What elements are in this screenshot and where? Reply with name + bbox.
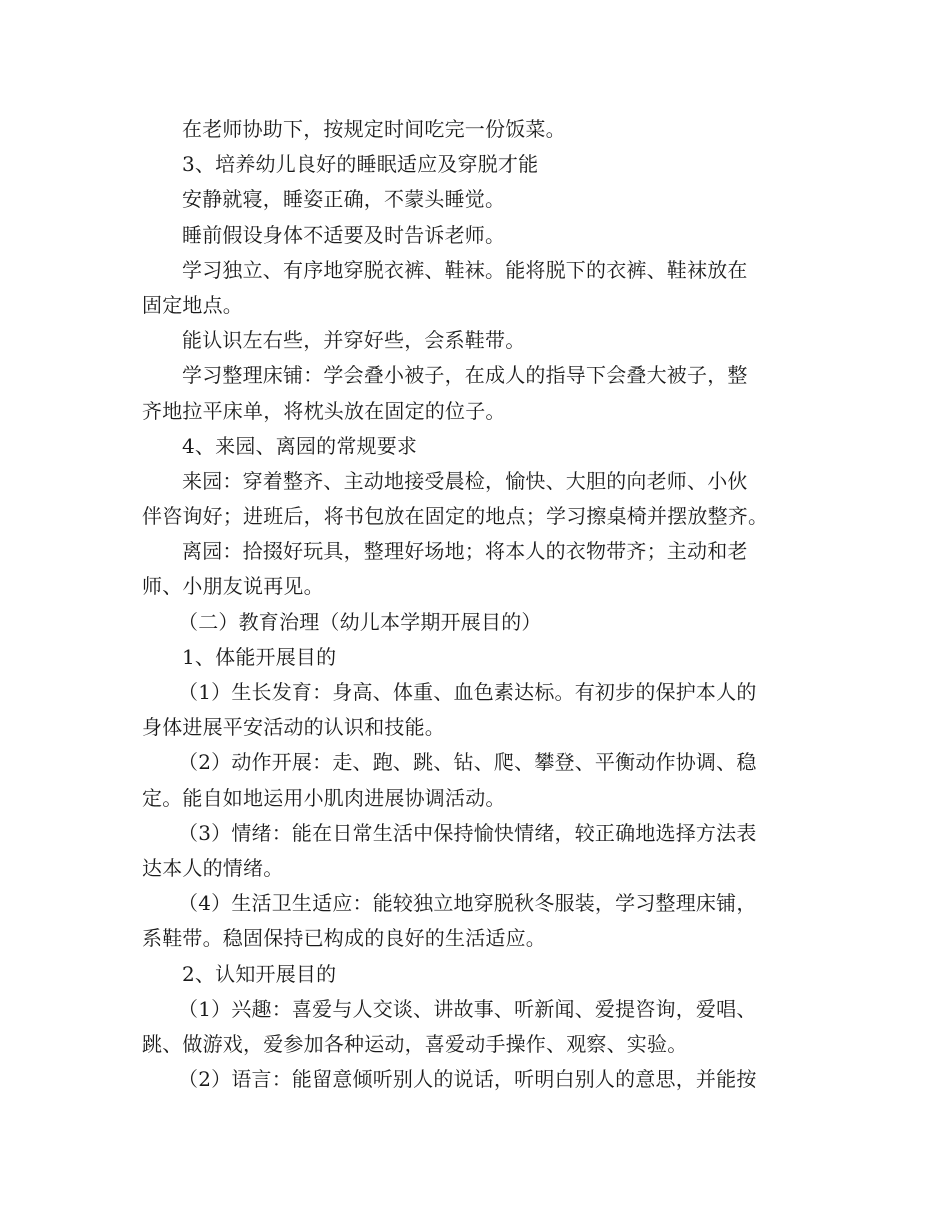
text-line: （2）语言：能留意倾听别人的说话，听明白别人的意思，并能按 [178,1067,757,1092]
section-heading: 3、培养幼儿良好的睡眠适应及穿脱才能 [182,152,539,177]
text-line: 身体进展平安活动的认识和技能。 [142,715,445,740]
text-line: 离园：拾掇好玩具，整理好场地；将本人的衣物带齐；主动和老 [182,539,748,564]
text-line: 学习独立、有序地穿脱衣裤、鞋袜。能将脱下的衣裤、鞋袜放在 [182,257,748,282]
text-line: 来园：穿着整齐、主动地接受晨检，愉快、大胆的向老师、小伙 [182,468,748,493]
text-line: 学习整理床铺：学会叠小被子，在成人的指导下会叠大被子，整 [182,363,748,388]
text-line: （1）兴趣：喜爱与人交谈、讲故事、听新闻、爱提咨询，爱唱、 [178,996,757,1021]
text-line: 达本人的情绪。 [142,855,284,880]
text-line: 定。能自如地运用小肌肉进展协调活动。 [142,785,506,810]
section-heading: 2、认知开展目的 [182,961,337,986]
text-line: 伴咨询好；进班后，将书包放在固定的地点；学习擦桌椅并摆放整齐。 [142,504,769,529]
text-line: 安静就寝，睡姿正确，不蒙头睡觉。 [182,187,506,212]
text-line: 师、小朋友说再见。 [142,574,324,599]
text-line: 能认识左右些，并穿好些，会系鞋带。 [182,328,526,353]
text-line: （4）生活卫生适应：能较独立地穿脱秋冬服装，学习整理床铺， [178,891,757,916]
text-line: 固定地点。 [142,292,243,317]
section-heading: 4、来园、离园的常规要求 [182,433,418,458]
section-heading: （二）教育治理（幼儿本学期开展目的） [178,609,542,634]
text-line: 系鞋带。稳固保持已构成的良好的生活适应。 [142,926,546,951]
text-line: 跳、做游戏，爱参加各种运动，喜爱动手操作、观察、实验。 [142,1031,688,1056]
section-heading: 1、体能开展目的 [182,644,337,669]
text-line: 齐地拉平床单，将枕头放在固定的位子。 [142,398,506,423]
text-line: （2）动作开展：走、跑、跳、钻、爬、攀登、平衡动作协调、稳 [178,750,757,775]
document-body [142,112,812,1097]
text-line: 睡前假设身体不适要及时告诉老师。 [182,222,506,247]
text-line: 在老师协助下，按规定时间吃完一份饭菜。 [182,117,566,141]
text-line: （1）生长发育：身高、体重、血色素达标。有初步的保护本人的 [178,680,757,704]
text-line: （3）情绪：能在日常生活中保持愉快情绪，较正确地选择方法表 [178,820,757,845]
